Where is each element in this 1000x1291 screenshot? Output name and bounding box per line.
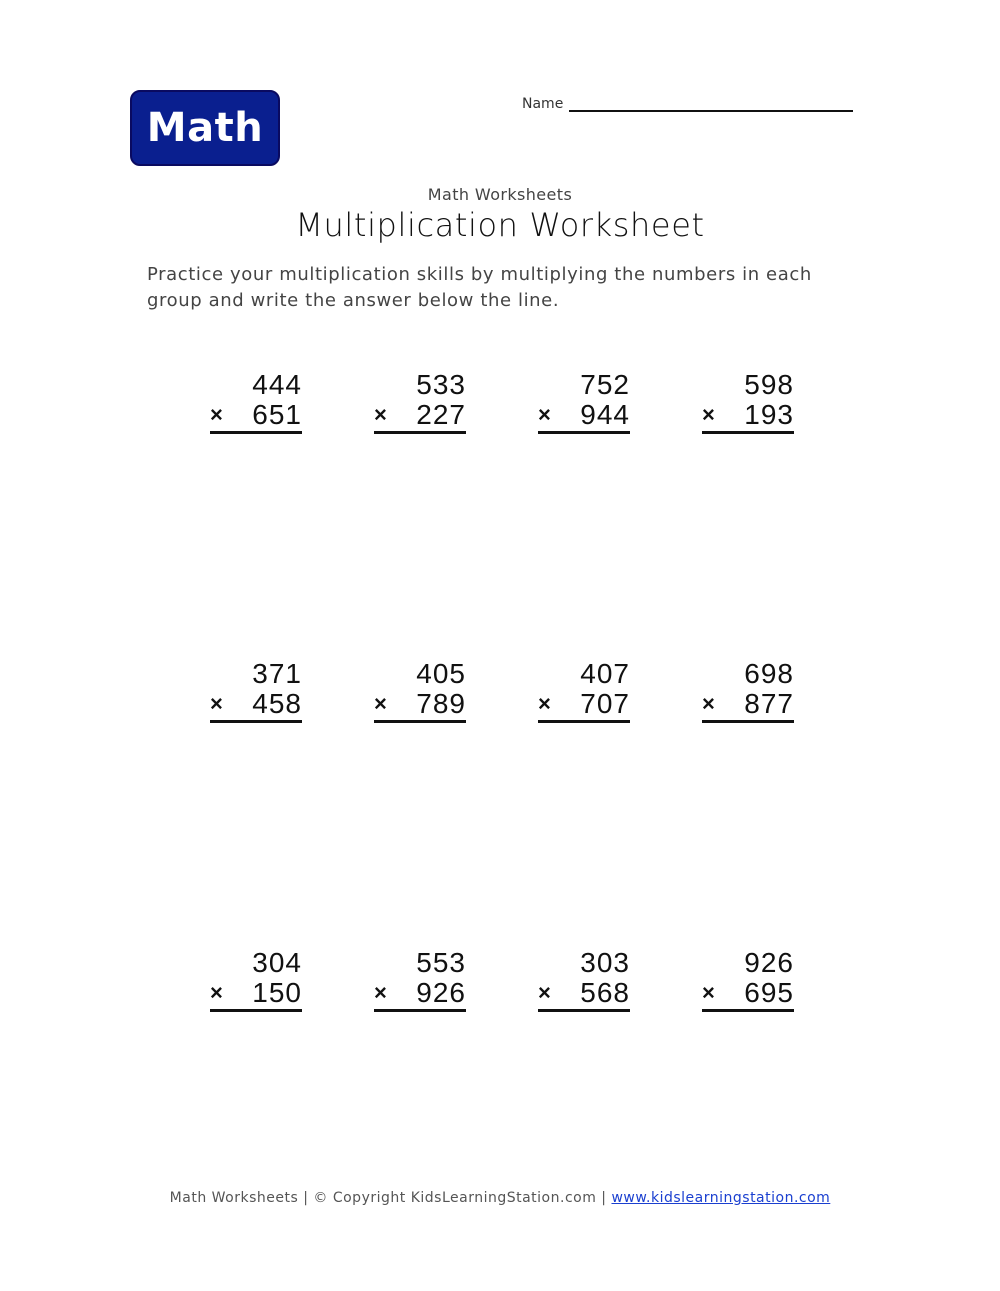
- multiply-sign: ×: [702, 980, 716, 1005]
- bottom-row: [374, 689, 466, 723]
- bottom-row: [538, 689, 630, 723]
- problem: [210, 370, 302, 434]
- multiply-sign: ×: [702, 691, 716, 716]
- bottom-row: [210, 400, 302, 434]
- bottom-row: [538, 978, 630, 1012]
- problem: [210, 659, 302, 723]
- problem: [702, 370, 794, 434]
- problem: [702, 948, 794, 1012]
- bottom-number: 193: [744, 399, 794, 430]
- name-label: Name: [522, 96, 564, 112]
- top-number: 303: [580, 947, 630, 978]
- problem: [374, 948, 466, 1012]
- bottom-number: 568: [580, 977, 630, 1008]
- problem: [374, 659, 466, 723]
- multiply-sign: ×: [538, 691, 552, 716]
- problem: [538, 659, 630, 723]
- logo-text: Math: [146, 105, 264, 151]
- bottom-row: [702, 978, 794, 1012]
- top-number: 533: [416, 369, 466, 400]
- bottom-row: [538, 400, 630, 434]
- bottom-number: 695: [744, 977, 794, 1008]
- footer-link[interactable]: www.kidslearningstation.com: [611, 1190, 831, 1206]
- instructions: Practice your multiplication skills by multiplying the numbers in each group and write the answer below the line.: [147, 264, 812, 311]
- top-number: 371: [252, 658, 302, 689]
- bottom-number: 458: [252, 688, 302, 719]
- multiply-sign: ×: [374, 980, 388, 1005]
- multiply-sign: ×: [210, 402, 224, 427]
- multiply-sign: ×: [538, 980, 552, 1005]
- top-number: 405: [416, 658, 466, 689]
- multiply-sign: ×: [210, 691, 224, 716]
- page-title: Multiplication Worksheet: [295, 206, 705, 244]
- top-number: 304: [252, 947, 302, 978]
- top-number: 698: [744, 658, 794, 689]
- top-number: 407: [580, 658, 630, 689]
- bottom-number: 707: [580, 688, 630, 719]
- multiply-sign: ×: [374, 691, 388, 716]
- bottom-number: 944: [580, 399, 630, 430]
- worksheet-subtitle: Math Worksheets: [427, 185, 573, 204]
- bottom-number: 150: [252, 977, 302, 1008]
- bottom-number: 877: [744, 688, 794, 719]
- bottom-number: 227: [416, 399, 466, 430]
- bottom-row: [702, 689, 794, 723]
- bottom-row: [374, 400, 466, 434]
- top-number: 598: [744, 369, 794, 400]
- bottom-row: [702, 400, 794, 434]
- problem: [702, 659, 794, 723]
- top-number: 444: [252, 369, 302, 400]
- footer: [0, 1190, 1000, 1206]
- bottom-row: [374, 978, 466, 1012]
- multiply-sign: ×: [702, 402, 716, 427]
- multiply-sign: ×: [210, 980, 224, 1005]
- top-number: 926: [744, 947, 794, 978]
- problem: [538, 370, 630, 434]
- problem: [210, 948, 302, 1012]
- top-number: 752: [580, 369, 630, 400]
- multiply-sign: ×: [374, 402, 388, 427]
- bottom-row: [210, 978, 302, 1012]
- bottom-number: 651: [252, 399, 302, 430]
- bottom-number: 926: [416, 977, 466, 1008]
- top-number: 553: [416, 947, 466, 978]
- problem: [374, 370, 466, 434]
- multiply-sign: ×: [538, 402, 552, 427]
- problem: [538, 948, 630, 1012]
- bottom-number: 789: [416, 688, 466, 719]
- footer-text: Math Worksheets | © Copyright KidsLearningStation.com |: [169, 1190, 612, 1206]
- bottom-row: [210, 689, 302, 723]
